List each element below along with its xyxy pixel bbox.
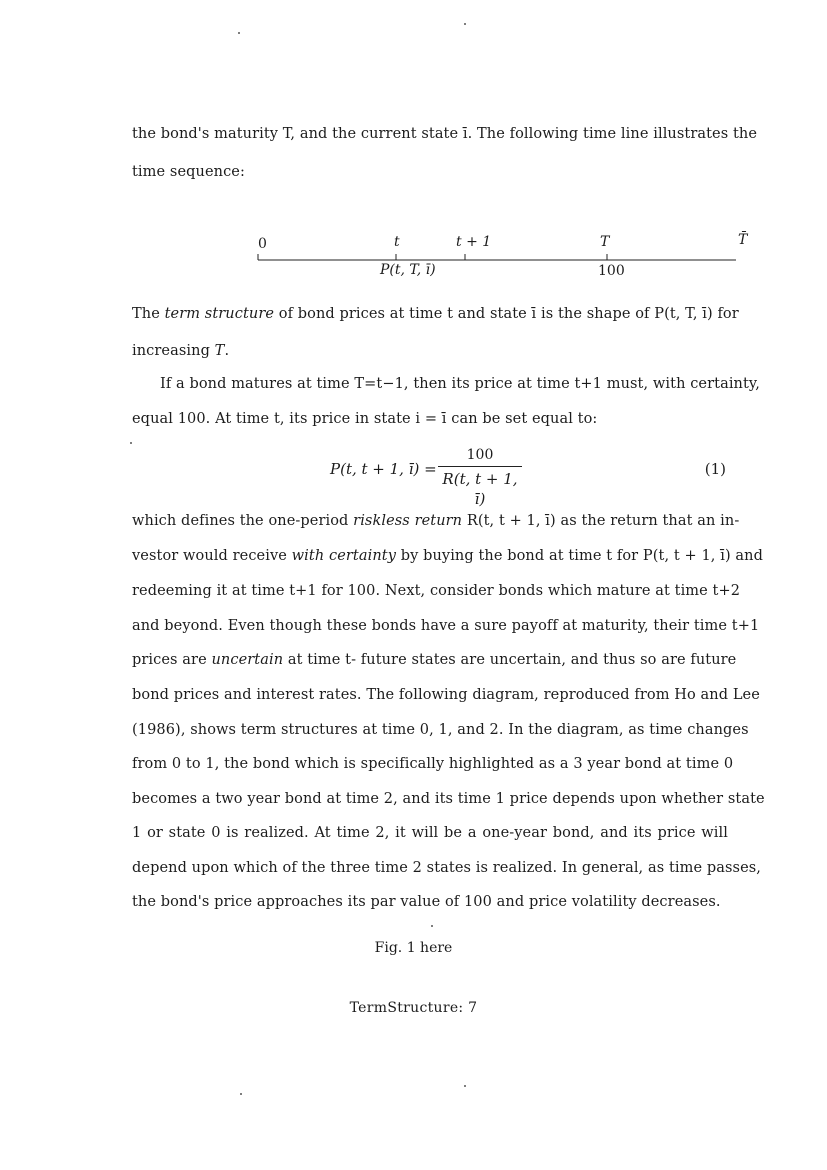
text-run: R(t, t + 1, ī) as the return that an in-: [462, 513, 740, 529]
timeline-axis: [250, 228, 760, 288]
equation-denominator: R(t, t + 1, ī): [442, 470, 518, 508]
text-run: at time t- future states are uncertain, and thus so are future: [283, 652, 737, 668]
timeline-below-T: 100: [598, 263, 625, 279]
paragraph-line: [132, 650, 737, 670]
equation-fraction: [438, 446, 522, 509]
italic-term: T: [214, 343, 225, 359]
paragraph-line: bond prices and interest rates. The following diagram, reproduced from Ho and Lee: [132, 687, 760, 703]
text-run: vestor would receive: [132, 548, 292, 564]
figure-placeholder-caption: Fig. 1 here: [374, 940, 453, 956]
paragraph-line: (1986), shows term structures at time 0, 1, and 2. In the diagram, as time changes: [132, 722, 749, 738]
paragraph-line: becomes a two year bond at time 2, and its time 1 price depends upon whether state: [132, 791, 765, 807]
text-run: by buying the bond at time t for P(t, t + 1, ī) and: [395, 548, 763, 564]
paragraph-line: If a bond matures at time T=t−1, then its price at time t+1 must, with certainty,: [160, 376, 760, 392]
italic-term: with certainty: [291, 548, 396, 564]
paragraph-line: from 0 to 1, the bond which is specifically highlighted as a 3 year bond at time 0: [132, 756, 734, 772]
equation-lhs: P(t, t + 1, ī) =: [330, 460, 437, 478]
timeline-diagram: [250, 228, 760, 288]
scan-speck: [238, 32, 240, 34]
paragraph-line: depend upon which of the three time 2 states is realized. In general, as time passes,: [132, 860, 762, 876]
equation-number: (1): [704, 460, 726, 478]
timeline-label-T: T: [600, 234, 610, 250]
timeline-label-0: 0: [258, 236, 267, 252]
paragraph-line: the bond's maturity T, and the current state ī. The following time line illustrates the: [132, 126, 758, 142]
text-run: .: [224, 343, 230, 359]
scan-speck: [464, 23, 466, 25]
italic-term: term structure: [164, 306, 275, 322]
paragraph-line: [132, 546, 763, 566]
paragraph-line: [132, 304, 739, 324]
paragraph-line: the bond's price approaches its par value of 100 and price volatility decreases.: [132, 894, 721, 910]
fraction-bar: [438, 466, 522, 467]
text-run: increasing: [132, 343, 215, 359]
scan-speck: [240, 1093, 242, 1095]
timeline-label-t: t: [394, 234, 400, 250]
scan-speck: [431, 925, 433, 927]
scan-speck: [130, 442, 132, 444]
equation-numerator: 100: [466, 447, 494, 463]
text-run: The: [132, 306, 165, 322]
scan-speck: [464, 1085, 466, 1087]
text-run: prices are: [132, 652, 212, 668]
paragraph-line: and beyond. Even though these bonds have a sure payoff at maturity, their time t+1: [132, 618, 760, 634]
text-run: which defines the one-period: [132, 513, 354, 529]
page-footer: TermStructure: 7: [349, 1000, 478, 1016]
paragraph-line: redeeming it at time t+1 for 100. Next, consider bonds which mature at time t+2: [132, 583, 741, 599]
timeline-label-T-bar: T̄: [738, 232, 748, 248]
paragraph-line: time sequence:: [132, 164, 245, 180]
italic-term: riskless return: [353, 513, 463, 529]
equation-1: [330, 446, 730, 508]
text-run: of bond prices at time t and state ī is the shape of P(t, T, ī) for: [274, 306, 739, 322]
paragraph-line: 1 or state 0 is realized. At time 2, it will be a one-year bond, and its price will: [132, 825, 728, 841]
paragraph-line: [132, 511, 740, 531]
paragraph-line: equal 100. At time t, its price in state i = ī can be set equal to:: [132, 411, 598, 427]
timeline-label-t-plus-1: t + 1: [456, 234, 492, 250]
italic-term: uncertain: [211, 652, 284, 668]
paragraph-line: [132, 341, 728, 361]
timeline-below-t: P(t, T, ī): [380, 262, 436, 278]
